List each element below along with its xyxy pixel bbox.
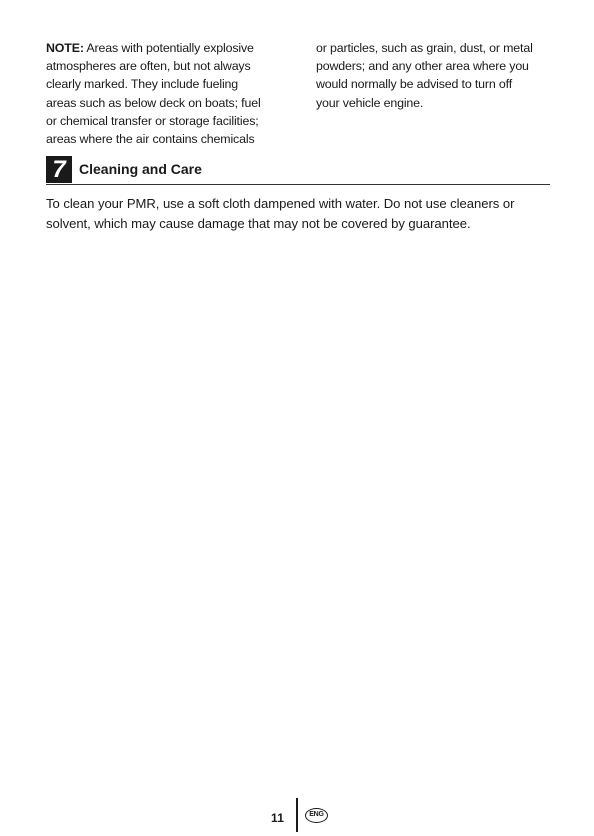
note-right-line: powders; and any other area where you [316, 59, 529, 74]
note-columns [46, 39, 552, 149]
paragraph-line: To clean your PMR, use a soft cloth dampened with water. Do not use cleaners or [46, 196, 515, 211]
page-footer [0, 798, 594, 834]
language-badge: ENG [305, 808, 328, 823]
note-left-line: clearly marked. They include fueling [46, 77, 239, 92]
note-left-column [46, 39, 290, 148]
section-number-badge: 7 [46, 156, 72, 183]
paragraph-line: solvent, which may cause damage that may not be covered by guarantee. [46, 215, 471, 231]
cleaning-paragraph [46, 194, 556, 233]
note-right-column [316, 39, 556, 112]
note-left-line: areas where the air contains chemicals [46, 132, 255, 147]
note-left-line: areas such as below deck on boats; fuel [46, 95, 261, 110]
note-first-line-text: Areas with potentially explosive [83, 41, 254, 55]
note-right-line: your vehicle engine. [316, 95, 424, 110]
note-left-line: atmospheres are often, but not always [46, 59, 251, 74]
section-title: Cleaning and Care [79, 161, 202, 177]
section-heading [46, 156, 550, 185]
note-label: NOTE: [46, 41, 84, 55]
note-first-line [46, 39, 290, 57]
footer-divider [296, 798, 298, 832]
note-right-line: or particles, such as grain, dust, or metal [316, 41, 533, 55]
note-left-line: or chemical transfer or storage facilities; [46, 113, 259, 128]
note-right-line: would normally be advised to turn off [316, 77, 513, 92]
page-number: 11 [271, 811, 285, 825]
